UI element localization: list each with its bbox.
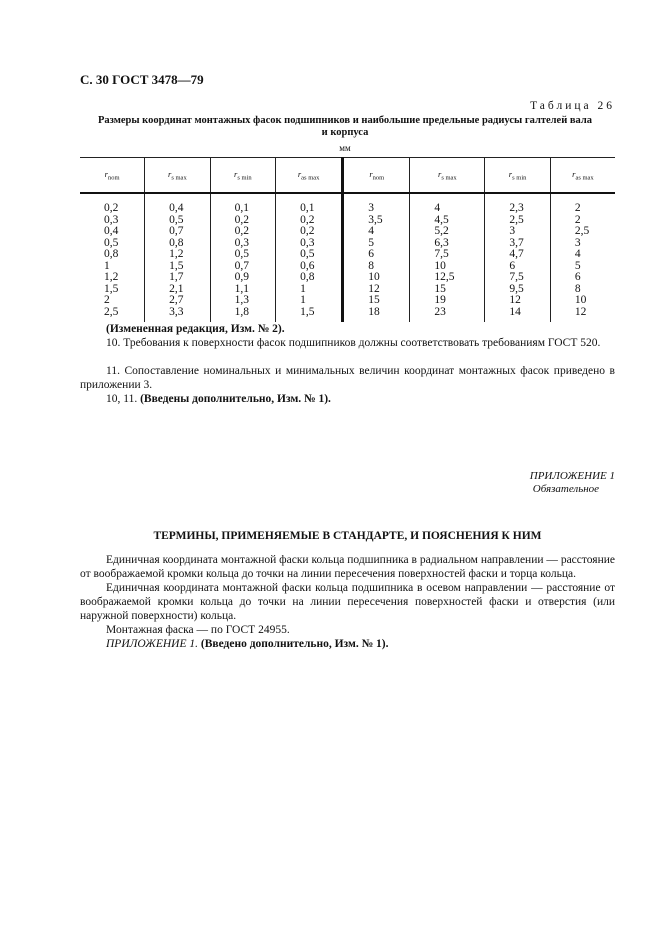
table-cell: 12: [509, 294, 521, 306]
table-cell: 1: [300, 282, 306, 295]
table-cell: 1,2: [169, 248, 184, 260]
table-cell: 10: [434, 259, 446, 272]
appendix-paragraph-2: Единичная координата монтажной фаски кольца подшипника в осевом направлении — расстояние от воображаемой кромки кольца до точки на линии пересечения поверхностей фаски и отверстия (или наружной поверхности) кольца.: [80, 582, 615, 622]
header-symbol: r: [572, 168, 576, 179]
table-cell: 2: [574, 213, 581, 226]
table-cell: 0,3: [104, 213, 119, 226]
header-symbol: r: [168, 168, 172, 179]
table-cell: 1,5: [300, 305, 315, 318]
table-cell: 2: [104, 294, 110, 306]
header-subscript: s min: [512, 174, 527, 182]
table-cell: 0,2: [234, 225, 249, 237]
header-subscript: as max: [301, 174, 320, 182]
table-cell: 1,1: [234, 282, 249, 295]
table-cell: 1,5: [104, 282, 119, 295]
dimensions-table: [80, 157, 615, 322]
table-cell: 14: [509, 305, 521, 318]
column-header: [80, 158, 145, 194]
table-cell: 8: [368, 259, 374, 272]
table-column: [410, 193, 485, 322]
table-header-row: [80, 158, 615, 194]
table-cell: 2,7: [169, 294, 184, 306]
table-cell: 5,2: [434, 225, 449, 237]
table-cell: 4,5: [434, 213, 449, 226]
table-cell: 1,2: [104, 271, 119, 283]
table-cell: 0,3: [234, 236, 249, 249]
amendment-note-2: (Измененная редакция, Изм. № 2).: [106, 323, 285, 335]
table-cell: 6,3: [434, 236, 449, 249]
column-header: [410, 158, 485, 194]
appendix-amendment-note: (Введено дополнительно, Изм. № 1).: [200, 638, 389, 650]
table-cell: 0,4: [169, 202, 184, 214]
table-cell: 12: [574, 305, 587, 318]
table-cell: 6: [509, 259, 516, 272]
table-cell: 3,5: [368, 213, 383, 226]
table-cell: 0,2: [104, 202, 119, 214]
header-symbol: r: [508, 168, 513, 179]
table-cell: 0,5: [234, 248, 249, 260]
table-cell: 3: [574, 236, 581, 249]
amendment-note-1: (Введены дополнительно, Изм. № 1).: [140, 393, 331, 405]
table-cell: 15: [434, 282, 446, 295]
table-cell: 0,6: [300, 259, 315, 272]
table-cell: 1,7: [169, 271, 184, 283]
table-cell: 0,5: [169, 213, 184, 226]
table-cell: 9,5: [509, 282, 524, 295]
table-cell: 0,4: [104, 225, 119, 237]
appendix-reference: ПРИЛОЖЕНИЕ 1.: [106, 638, 198, 650]
table-column: [550, 193, 615, 322]
header-subscript: nom: [107, 174, 120, 182]
header-subscript: s max: [441, 174, 457, 182]
table-title: Размеры координат монтажных фасок подшипников и наибольшие предельные радиусы галтелей вала и корпуса: [97, 115, 593, 138]
table-units: мм: [339, 143, 351, 153]
header-subscript: as max: [575, 174, 594, 182]
appendix-label: [530, 470, 615, 496]
paragraph-10-11-note: [80, 392, 615, 406]
table-cell: 6: [574, 271, 581, 283]
header-symbol: r: [297, 168, 302, 179]
appendix-number: ПРИЛОЖЕНИЕ 1: [529, 470, 615, 482]
header-subscript: nom: [372, 174, 385, 182]
table-cell: 1: [104, 259, 110, 272]
table-cell: 1,3: [234, 294, 249, 306]
appendix-title: ТЕРМИНЫ, ПРИМЕНЯЕМЫЕ В СТАНДАРТЕ, И ПОЯСНЕНИЯ К НИМ: [153, 530, 542, 542]
table-cell: 4: [368, 225, 374, 237]
table-cell: 7,5: [434, 248, 449, 260]
table-cell: 10: [574, 294, 587, 306]
table-cell: 2,1: [169, 282, 184, 295]
appendix-paragraph-1: Единичная координата монтажной фаски кольца подшипника в радиальном направлении — расстояние от воображаемой кромки кольца до точки на линии пересечения поверхностей фаски и торца кольца.: [80, 554, 615, 580]
table-cell: 2,3: [509, 202, 524, 214]
table-cell: 5: [368, 236, 374, 249]
column-header: [485, 158, 550, 194]
column-header: [145, 158, 210, 194]
table-cell: 5: [574, 259, 581, 272]
table-cell: 18: [368, 305, 380, 318]
table-cell: 0,3: [300, 236, 315, 249]
page-header: С. 30 ГОСТ 3478—79: [80, 72, 204, 87]
table-cell: 3: [368, 202, 374, 214]
table-cell: 3: [509, 225, 516, 237]
table-cell: 7,5: [509, 271, 524, 283]
table-cell: 0,8: [169, 236, 184, 249]
header-subscript: s min: [237, 174, 252, 182]
table-cell: 0,8: [300, 271, 315, 283]
paragraph-11: 11. Сопоставление номинальных и минимальных величин координат монтажных фасок приведено в приложении 3.: [80, 365, 615, 391]
header-symbol: r: [438, 168, 442, 179]
table-cell: 6: [368, 248, 374, 260]
table-cell: 8: [574, 282, 581, 295]
table-cell: 15: [368, 294, 380, 306]
table-cell: 1,8: [234, 305, 249, 318]
table-column: [145, 193, 210, 322]
table-cell: 0,2: [300, 225, 315, 237]
table-cell: 3,7: [509, 236, 524, 249]
table-cell: 4: [574, 248, 581, 260]
header-symbol: r: [104, 168, 108, 179]
table-cell: 2,5: [509, 213, 524, 226]
column-header: [550, 158, 615, 194]
table-cell: 0,5: [300, 248, 315, 260]
column-header: [276, 158, 343, 194]
table-cell: 0,7: [169, 225, 184, 237]
table-label: Таблица 26: [530, 100, 615, 112]
table-cell: 2,5: [574, 225, 590, 237]
table-column: [80, 193, 145, 322]
table-cell: 19: [434, 294, 446, 306]
paragraph-10: 10. Требования к поверхности фасок подшипников должны соответствовать требованиям ГОСТ 520.: [106, 337, 601, 349]
table-cell: 23: [434, 305, 446, 318]
column-header: [210, 158, 275, 194]
table-cell: 0,5: [104, 236, 119, 249]
appendix-status: Обязательное: [532, 483, 600, 495]
table-body-row: [80, 193, 615, 322]
table-cell: 0,2: [300, 213, 315, 226]
table-cell: 0,9: [234, 271, 249, 283]
table-cell: 4: [434, 202, 441, 214]
table-cell: 2: [574, 202, 581, 214]
table-cell: 0,7: [234, 259, 249, 272]
appendix-paragraph-4: [80, 637, 615, 651]
table-cell: 10: [368, 271, 380, 283]
table-cell: 3,3: [169, 305, 184, 318]
table-cell: 1,5: [169, 259, 184, 272]
table-column: [210, 193, 275, 322]
column-header: [343, 158, 410, 194]
table-column: [343, 193, 410, 322]
table-cell: 4,7: [509, 248, 524, 260]
header-symbol: r: [234, 168, 238, 179]
header-symbol: r: [369, 168, 373, 179]
table-cell: 1: [300, 294, 306, 306]
header-subscript: s max: [171, 174, 187, 182]
table-cell: 2,5: [104, 305, 119, 318]
appendix-paragraph-3: Монтажная фаска — по ГОСТ 24955.: [106, 624, 290, 636]
table-cell: 0,8: [104, 248, 119, 260]
table-cell: 0,2: [234, 213, 249, 226]
table-column: [485, 193, 550, 322]
table-cell: 12: [368, 282, 380, 295]
paragraph-number: 10, 11.: [106, 393, 138, 405]
table-cell: 0,1: [234, 202, 249, 214]
table-cell: 0,1: [300, 202, 315, 214]
table-column: [276, 193, 343, 322]
table-cell: 12,5: [434, 271, 455, 283]
